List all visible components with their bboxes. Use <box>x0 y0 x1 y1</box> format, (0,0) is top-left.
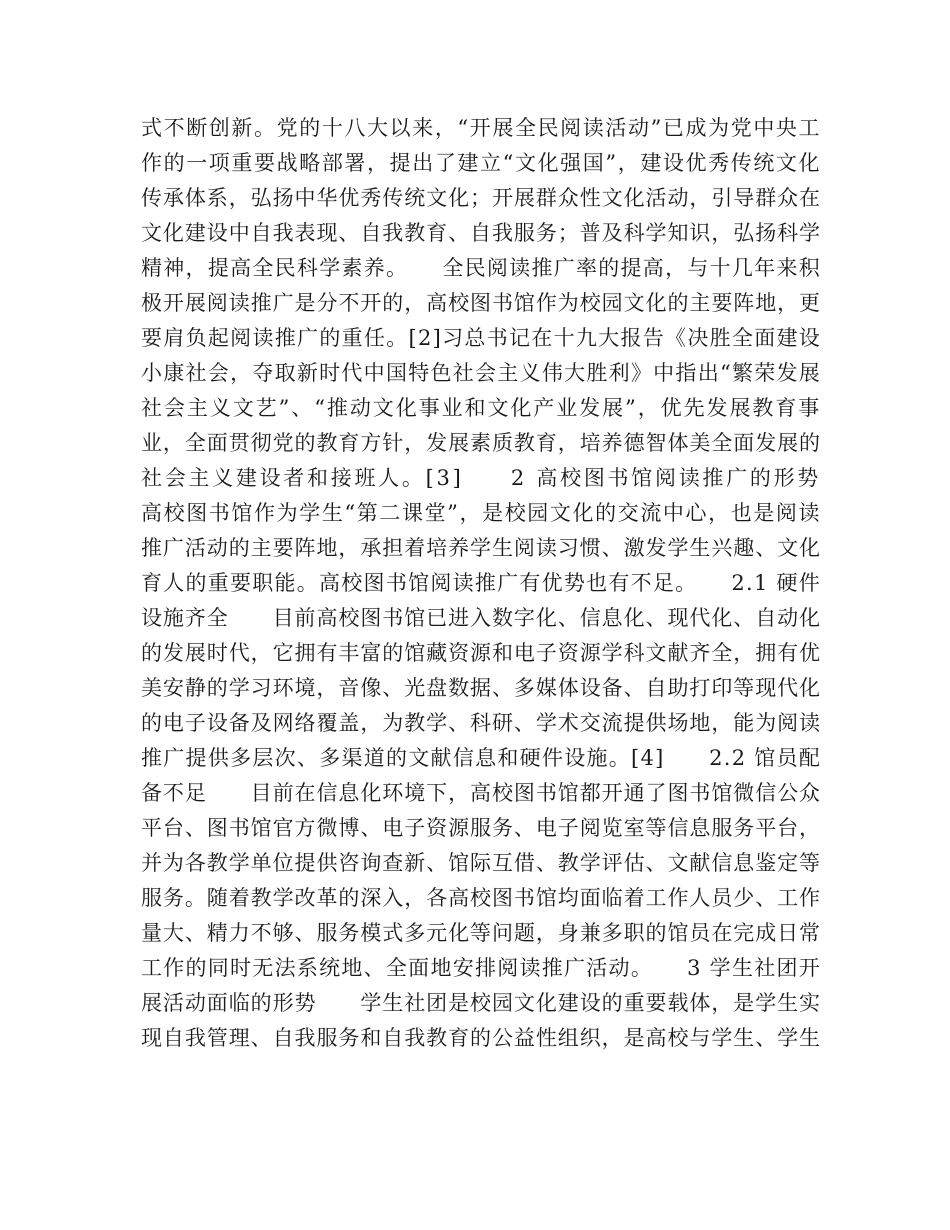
text-line: 设施齐全 目前高校图书馆已进入数字化、信息化、现代化、自动化 <box>141 606 821 630</box>
text-line: 并为各教学单位提供咨询查新、馆际互借、教学评估、文献信息鉴定等 <box>141 851 821 875</box>
text-line: 高校图书馆作为学生“第二课堂”，是校园文化的交流中心，也是阅读 <box>141 501 821 525</box>
text-line: 量大、精力不够、服务模式多元化等问题，身兼多职的馆员在完成日常 <box>141 921 821 945</box>
text-line: 育人的重要职能。高校图书馆阅读推广有优势也有不足。 2.1 硬件 <box>141 571 821 595</box>
text-line: 备不足 目前在信息化环境下，高校图书馆都开通了图书馆微信公众 <box>141 781 821 805</box>
text-line: 推广活动的主要阵地，承担着培养学生阅读习惯、激发学生兴趣、文化 <box>141 536 821 560</box>
text-line: 精神，提高全民科学素养。 全民阅读推广率的提高，与十几年来积 <box>141 256 821 280</box>
text-line: 平台、图书馆官方微博、电子资源服务、电子阅览室等信息服务平台， <box>141 816 821 840</box>
text-line: 传承体系，弘扬中华优秀传统文化；开展群众性文化活动，引导群众在 <box>141 186 821 210</box>
text-line: 的电子设备及网络覆盖，为教学、科研、学术交流提供场地，能为阅读 <box>141 711 821 735</box>
text-line: 社会主义文艺”、“推动文化事业和文化产业发展”，优先发展教育事 <box>141 396 821 420</box>
text-line: 业，全面贯彻党的教育方针，发展素质教育，培养德智体美全面发展的 <box>141 431 821 455</box>
text-line: 现自我管理、自我服务和自我教育的公益性组织，是高校与学生、学生 <box>141 1026 821 1050</box>
text-line: 的发展时代，它拥有丰富的馆藏资源和电子资源学科文献齐全，拥有优 <box>141 641 821 665</box>
text-line: 文化建设中自我表现、自我教育、自我服务；普及科学知识，弘扬科学 <box>141 221 821 245</box>
text-line: 极开展阅读推广是分不开的，高校图书馆作为校园文化的主要阵地，更 <box>141 291 821 315</box>
body-text <box>141 111 821 1056</box>
text-line: 美安静的学习环境，音像、光盘数据、多媒体设备、自助打印等现代化 <box>141 676 821 700</box>
text-line: 工作的同时无法系统地、全面地安排阅读推广活动。 3 学生社团开 <box>141 956 821 980</box>
text-line: 作的一项重要战略部署，提出了建立“文化强国”，建设优秀传统文化 <box>141 151 821 175</box>
text-line: 社会主义建设者和接班人。[3] 2 高校图书馆阅读推广的形势 <box>141 466 821 490</box>
text-line: 式不断创新。党的十八大以来，“开展全民阅读活动”已成为党中央工 <box>141 116 821 140</box>
text-line: 要肩负起阅读推广的重任。[2]习总书记在十九大报告《决胜全面建设 <box>141 326 821 350</box>
text-line: 服务。随着教学改革的深入，各高校图书馆均面临着工作人员少、工作 <box>141 886 821 910</box>
text-line: 展活动面临的形势 学生社团是校园文化建设的重要载体，是学生实 <box>141 991 821 1015</box>
text-line: 小康社会，夺取新时代中国特色社会主义伟大胜利》中指出“繁荣发展 <box>141 361 821 385</box>
text-line: 推广提供多层次、多渠道的文献信息和硬件设施。[4] 2.2 馆员配 <box>141 746 821 770</box>
